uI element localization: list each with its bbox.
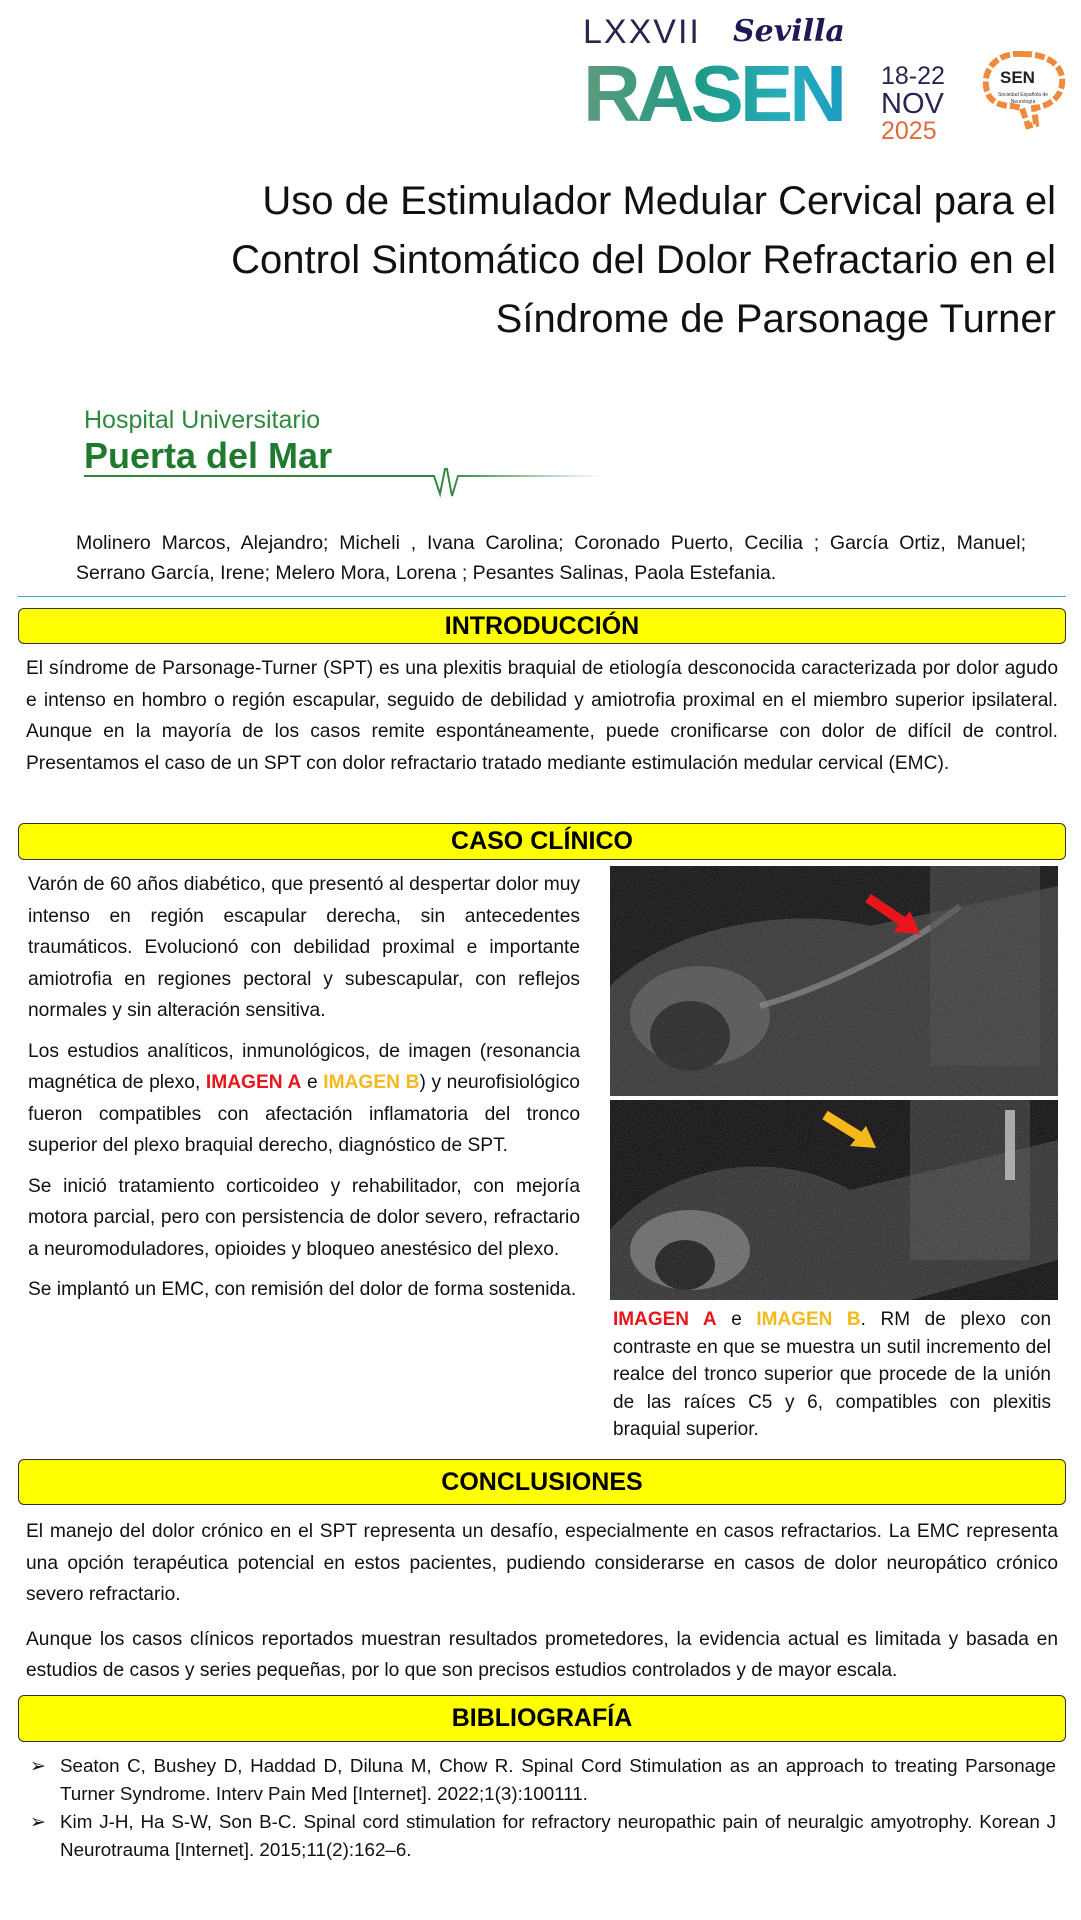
divider — [18, 596, 1066, 597]
intro-paragraph: El síndrome de Parsonage-Turner (SPT) es una plexitis braquial de etiología desconocida caracterizada por dolor agudo e intenso en hombro o región escapular, seguido de debilidad y amiotrofia proximal en el miembro superior ipsilateral. Aunque en la mayoría de los casos remite espontáneamente, puede cronificarse con dolor de difícil de control. Presentamos el caso de un SPT con dolor refractario tratado mediante estimulación medular cervical (EMC). — [26, 658, 1058, 774]
reference-text: Seaton C, Bushey D, Haddad D, Diluna M, Chow R. Spinal Cord Stimulation as an approach to treating Parsonage Turner Syndrome. Interv Pain Med [Internet]. 2022;1(3):100111. — [60, 1755, 1056, 1804]
congress-city: Sevilla — [733, 14, 845, 49]
brain-icon — [978, 48, 1068, 132]
introduction-text — [26, 653, 1058, 788]
mri-image-a — [610, 866, 1058, 1096]
poster-title — [56, 172, 1056, 349]
case-text — [28, 869, 580, 1315]
congress-logo — [583, 13, 953, 145]
conclusions-text — [26, 1516, 1058, 1696]
case-paragraph: Se implantó un EMC, con remisión del dolor de forma sostenida. — [28, 1279, 577, 1300]
mri-scan-a — [610, 866, 1058, 1096]
caption-text — [613, 1306, 1051, 1444]
hospital-logo — [84, 406, 604, 502]
image-b-ref: IMAGEN B — [323, 1072, 420, 1093]
image-a-ref: IMAGEN A — [205, 1072, 302, 1093]
text: Los estudios analíticos, inmunológicos, de imagen (resonancia magnética de plexo, — [28, 1040, 580, 1093]
bibliography-item — [30, 1752, 1056, 1807]
image-b-ref: IMAGEN B — [756, 1309, 861, 1330]
bibliography-item — [30, 1808, 1056, 1863]
hospital-name-line2: Puerta del Mar — [84, 435, 333, 476]
text: e — [301, 1072, 324, 1093]
mri-image-b — [610, 1100, 1058, 1300]
sen-logo — [978, 48, 1068, 132]
case-paragraph: Varón de 60 años diabético, que presentó al despertar dolor muy intenso en región escapular derecha, sin antecedentes traumáticos. Evolucionó con debilidad proximal e importante amiotrofia en regiones pectoral y subescapular, con reflejos normales y sin alteración sensitiva. — [28, 874, 580, 1021]
title-line: Control Sintomático del Dolor Refractario en el — [231, 238, 1056, 282]
month-text: NOV — [881, 88, 944, 120]
section-heading-bibliography: BIBLIOGRAFÍA — [18, 1695, 1066, 1742]
arrow-bullet-icon: ➢ — [30, 1811, 46, 1832]
title-line: Síndrome de Parsonage Turner — [495, 297, 1056, 341]
section-heading-conclusions: CONCLUSIONES — [18, 1459, 1066, 1505]
hospital-name-line1: Hospital Universitario — [84, 406, 321, 434]
arrow-bullet-icon: ➢ — [30, 1755, 46, 1776]
congress-dates — [881, 64, 945, 144]
title-line: Uso de Estimulador Medular Cervical para el — [262, 179, 1056, 223]
sen-acronym: SEN — [1000, 68, 1035, 87]
bibliography-list — [30, 1752, 1056, 1864]
text: . RM de plexo con contraste en que se muestra un sutil incremento del realce del tronco superior que procede de la unión de las raíces C5 y 6, compatibles con plexitis braquial superior. — [613, 1309, 1052, 1440]
heartbeat-line-icon — [84, 468, 604, 502]
image-caption — [613, 1306, 1051, 1453]
reference-text: Kim J-H, Ha S-W, Son B-C. Spinal cord stimulation for refractory neuropathic pain of neuralgic amyotrophy. Korean J Neurotrauma [Internet]. 2015;11(2):162–6. — [60, 1811, 1056, 1860]
section-heading-introduction: INTRODUCCIÓN — [18, 608, 1066, 644]
case-paragraph: Se inició tratamiento corticoideo y rehabilitador, con mejoría motora parcial, pero con persistencia de dolor severo, refractario a neuromoduladores, opioides y bloqueo anestésico del plexo. — [28, 1175, 580, 1260]
image-a-ref: IMAGEN A — [613, 1309, 717, 1330]
conclusions-paragraph: El manejo del dolor crónico en el SPT representa un desafío, especialmente en casos refractarios. La EMC representa una opción terapéutica potencial en estos pacientes, pudiendo considerarse en casos de dolor neuropático crónico severo refractario. — [26, 1521, 1058, 1605]
congress-name: RASEN — [583, 49, 844, 138]
year-text: 2025 — [881, 117, 937, 145]
congress-number: LXXVII — [583, 13, 701, 51]
authors: Molinero Marcos, Alejandro; Micheli , Ivana Carolina; Coronado Puerto, Cecilia ; García Ortiz, Manuel; Serrano García, Irene; Melero Mora, Lorena ; Pesantes Salinas, Paola Estefania. — [76, 532, 1026, 584]
section-heading-case: CASO CLÍNICO — [18, 823, 1066, 860]
mri-scan-b — [610, 1100, 1058, 1300]
conclusions-paragraph: Aunque los casos clínicos reportados muestran resultados prometedores, la evidencia actual es limitada y basada en estudios de casos y series pequeñas, por lo que son precisos estudios controlados y de mayor escala. — [26, 1628, 1058, 1681]
text: e — [716, 1309, 757, 1330]
sen-name: Sociedad Española de Neurología — [997, 92, 1049, 105]
text: ) y neurofisiológico fueron compatibles con afectación inflamatoria del tronco superior del plexo braquial derecho, diagnóstico de SPT. — [28, 1072, 580, 1156]
dates-text: 18-22 — [881, 62, 945, 90]
case-paragraph — [28, 1036, 580, 1162]
